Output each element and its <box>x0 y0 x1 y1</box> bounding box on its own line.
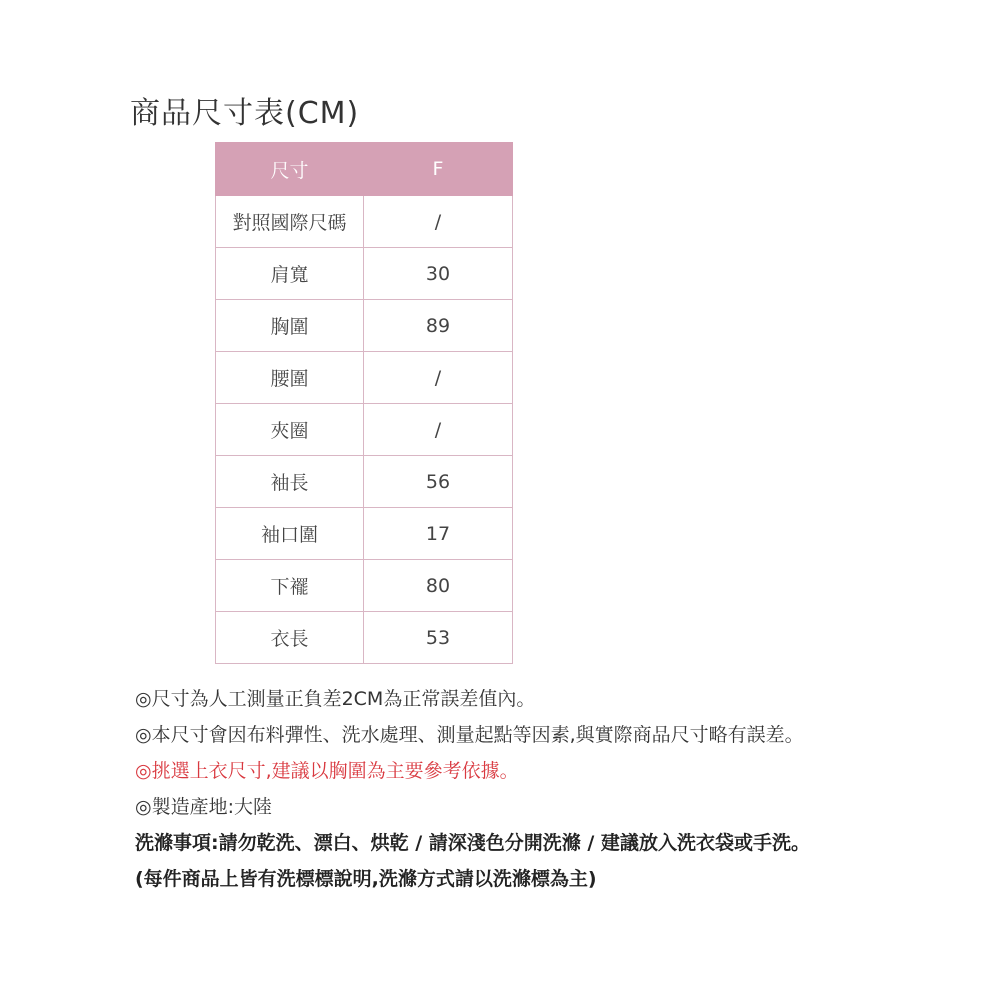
row-value: / <box>364 196 513 248</box>
row-value: 89 <box>364 300 513 352</box>
row-value: / <box>364 352 513 404</box>
row-value: 17 <box>364 508 513 560</box>
row-label: 胸圍 <box>216 300 364 352</box>
header-size-f: F <box>364 143 513 196</box>
table-row <box>216 456 513 508</box>
note-measurement-tolerance: ◎尺寸為人工測量正負差2CM為正常誤差值內。 <box>135 688 536 710</box>
row-value: 53 <box>364 612 513 664</box>
table-row <box>216 352 513 404</box>
table-row <box>216 248 513 300</box>
row-label: 夾圈 <box>216 404 364 456</box>
care-label-note: (每件商品上皆有洗標標說明,洗滌方式請以洗滌標為主) <box>135 868 597 890</box>
row-value: 56 <box>364 456 513 508</box>
page-title: 商品尺寸表(CM) <box>130 96 360 131</box>
care-instructions: 洗滌事項:請勿乾洗、漂白、烘乾 / 請深淺色分開洗滌 / 建議放入洗衣袋或手洗。 <box>135 832 810 854</box>
table-row <box>216 560 513 612</box>
size-table <box>215 142 513 664</box>
table-header-row <box>216 143 513 196</box>
row-value: 80 <box>364 560 513 612</box>
table-row <box>216 612 513 664</box>
row-label: 袖口圍 <box>216 508 364 560</box>
notes-section <box>135 681 935 897</box>
table-row <box>216 508 513 560</box>
table-row <box>216 404 513 456</box>
header-size-label: 尺寸 <box>216 143 364 196</box>
row-value: 30 <box>364 248 513 300</box>
note-fabric-variance: ◎本尺寸會因布料彈性、洗水處理、測量起點等因素,與實際商品尺寸略有誤差。 <box>135 724 804 746</box>
note-origin: ◎製造產地:大陸 <box>135 796 272 818</box>
row-label: 衣長 <box>216 612 364 664</box>
table-row <box>216 196 513 248</box>
table-row <box>216 300 513 352</box>
row-label: 肩寬 <box>216 248 364 300</box>
note-size-advice: ◎挑選上衣尺寸,建議以胸圍為主要參考依據。 <box>135 760 519 782</box>
row-label: 對照國際尺碼 <box>216 196 364 248</box>
row-label: 下襬 <box>216 560 364 612</box>
row-value: / <box>364 404 513 456</box>
row-label: 袖長 <box>216 456 364 508</box>
row-label: 腰圍 <box>216 352 364 404</box>
